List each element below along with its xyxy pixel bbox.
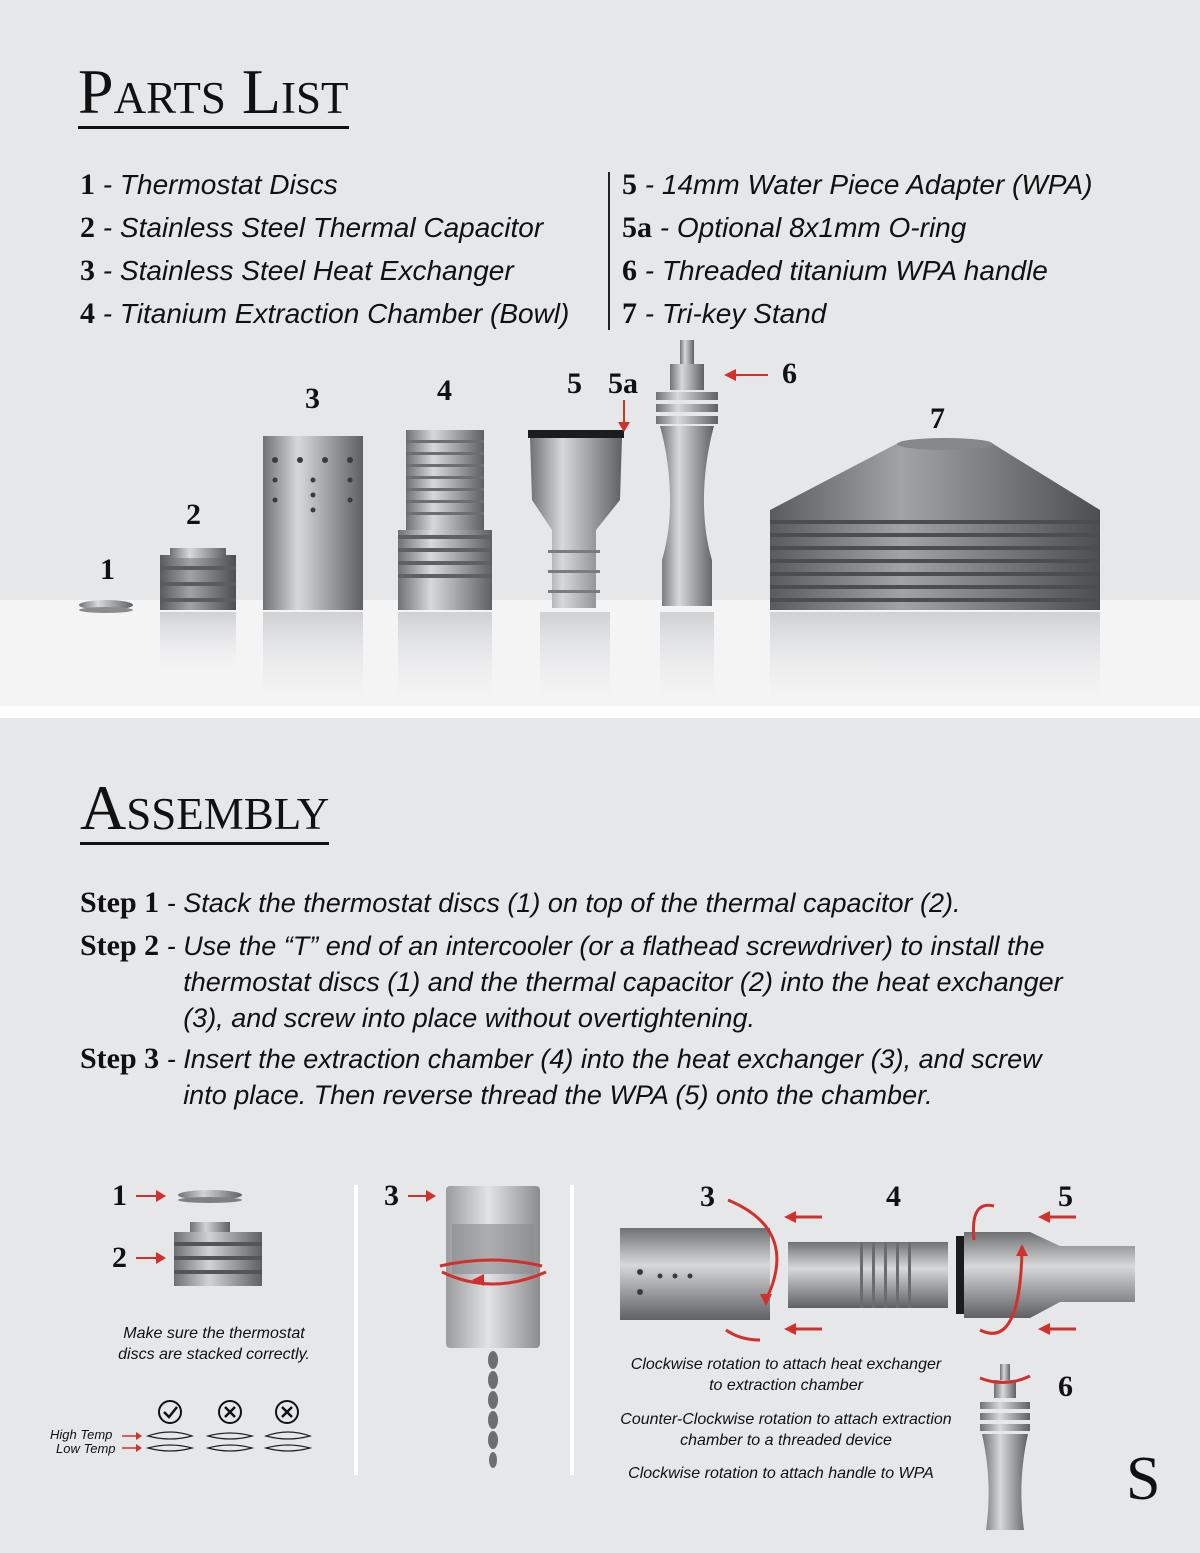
diagram-divider bbox=[354, 1185, 358, 1475]
parts-photo bbox=[0, 330, 1200, 710]
parts-list-item: 7 - Tri-key Stand bbox=[622, 297, 827, 330]
parts-list-item: 5a - Optional 8x1mm O-ring bbox=[622, 211, 967, 244]
install-capacitor-diagram bbox=[360, 1180, 570, 1480]
photo-label-3: 3 bbox=[305, 382, 320, 415]
diagram3-label-6: 6 bbox=[1058, 1370, 1073, 1403]
parts-list-left-column bbox=[80, 168, 569, 340]
parts-list-item: 1 - Thermostat Discs bbox=[80, 168, 338, 201]
extraction-chamber-photo bbox=[398, 430, 492, 702]
photo-label-4: 4 bbox=[437, 374, 452, 407]
parts-list-item: 6 - Threaded titanium WPA handle bbox=[622, 254, 1048, 287]
photo-label-2: 2 bbox=[186, 498, 201, 531]
cross-icon bbox=[276, 1401, 298, 1423]
diagram3-label-4: 4 bbox=[886, 1180, 901, 1213]
parts-list-item: 3 - Stainless Steel Heat Exchanger bbox=[80, 254, 514, 287]
caption-clockwise-exchanger: Clockwise rotation to attach heat exchanger to extraction chamber bbox=[630, 1356, 942, 1394]
assembly-heading: Assembly bbox=[80, 772, 330, 843]
disc-stack-caption: Make sure the thermostat discs are stacked correctly. bbox=[118, 1325, 310, 1363]
parts-list-column-divider bbox=[608, 172, 610, 330]
photo-label-5a: 5a bbox=[608, 367, 638, 400]
arrow-icon bbox=[408, 1190, 436, 1202]
diagram3-label-5: 5 bbox=[1058, 1180, 1073, 1213]
assembly-step-3: Step 3 - Insert the extraction chamber (4) into the heat exchanger (3), and screw into place. Then reverse thread the WPA (5) onto the chamber. bbox=[80, 1042, 1042, 1110]
caption-counterclockwise-chamber: Counter-Clockwise rotation to attach extraction chamber to a threaded device bbox=[620, 1411, 952, 1449]
diagram1-label-1: 1 bbox=[112, 1179, 127, 1212]
caption-clockwise-handle: Clockwise rotation to attach handle to WPA bbox=[628, 1465, 934, 1482]
check-icon bbox=[159, 1401, 181, 1423]
photo-label-1: 1 bbox=[100, 553, 115, 586]
section-separator bbox=[0, 706, 1200, 718]
low-temp-label: Low Temp bbox=[56, 1441, 116, 1456]
parts-list-item: 4 - Titanium Extraction Chamber (Bowl) bbox=[80, 297, 570, 330]
brand-logo: S bbox=[1126, 1445, 1161, 1513]
parts-list-right-column bbox=[622, 168, 1092, 340]
cross-icon bbox=[219, 1401, 241, 1423]
parts-list-heading: Parts List bbox=[78, 56, 349, 127]
heat-exchanger-photo bbox=[263, 436, 363, 702]
assembly-step-2: Step 2 - Use the “T” end of an intercooler (or a flathead screwdriver) to install the thermostat discs (1) and the thermal capacitor (2) into the heat exchanger (3), and screw into place without overtightening. bbox=[80, 929, 1063, 1033]
photo-label-7: 7 bbox=[930, 402, 945, 435]
thermal-capacitor-photo bbox=[160, 548, 236, 672]
diagram2-label-3: 3 bbox=[384, 1179, 399, 1212]
parts-list-item: 2 - Stainless Steel Thermal Capacitor bbox=[80, 211, 544, 244]
diagram1-label-2: 2 bbox=[112, 1241, 127, 1274]
photo-label-6: 6 bbox=[782, 357, 797, 390]
thermostat-discs-photo bbox=[79, 600, 133, 613]
parts-list-item: 5 - 14mm Water Piece Adapter (WPA) bbox=[622, 168, 1093, 201]
high-temp-label: High Temp bbox=[50, 1427, 113, 1442]
photo-label-5: 5 bbox=[567, 367, 582, 400]
assembly-step-1: Step 1 - Stack the thermostat discs (1) on top of the thermal capacitor (2). bbox=[80, 886, 961, 919]
arrow-icon bbox=[136, 1190, 166, 1264]
diagram3-label-3: 3 bbox=[700, 1180, 715, 1213]
diagram-divider bbox=[570, 1185, 574, 1475]
